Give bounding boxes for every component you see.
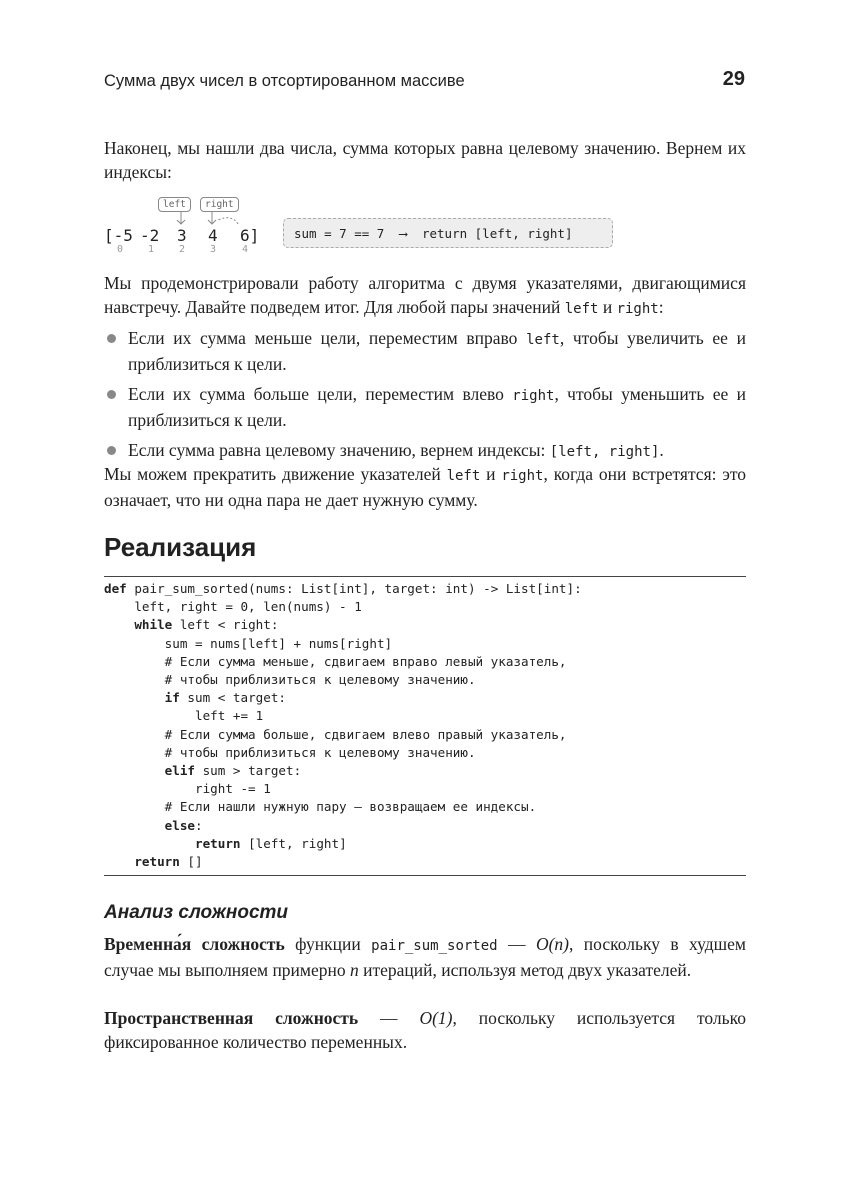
list-item bbox=[104, 326, 746, 376]
paragraph-time-complexity bbox=[104, 932, 746, 982]
text: — bbox=[358, 1008, 420, 1028]
text: и bbox=[598, 297, 617, 317]
code-text bbox=[104, 836, 195, 851]
array-element: 3 bbox=[177, 226, 187, 245]
inline-code: left bbox=[564, 301, 599, 317]
text: : bbox=[658, 297, 664, 317]
text: , поскольку в худшем случае мы выполняем примерно bbox=[104, 934, 746, 980]
array-index: 4 bbox=[242, 244, 249, 255]
code-text: sum = nums[left] + nums[right] bbox=[104, 635, 393, 651]
list-item bbox=[104, 438, 746, 464]
result-text: return [left, right] bbox=[421, 226, 573, 241]
code-line bbox=[104, 707, 746, 725]
arrow-icon: ⟶ bbox=[399, 226, 407, 241]
text: , чтобы уменьшить ее и приблизиться к цели. bbox=[128, 384, 746, 430]
paragraph-summary bbox=[104, 271, 746, 321]
code-keyword: elif bbox=[164, 763, 196, 779]
sum-result-box bbox=[283, 218, 613, 248]
bullet-list bbox=[104, 326, 746, 470]
text: — bbox=[497, 934, 536, 954]
array-index: 1 bbox=[148, 244, 155, 255]
code-text bbox=[104, 690, 165, 705]
code-text: : bbox=[195, 817, 203, 833]
code-line bbox=[104, 780, 746, 798]
paragraph-space-complexity bbox=[104, 1006, 746, 1054]
text: Мы можем прекратить движение указателей bbox=[104, 464, 447, 484]
inline-code: left bbox=[446, 468, 481, 484]
inline-code: pair_sum_sorted bbox=[371, 938, 498, 954]
term: Пространственная сложность bbox=[104, 1008, 359, 1028]
code-text: right -= 1 bbox=[104, 781, 271, 797]
code-line bbox=[104, 653, 746, 671]
pointer-left-label: left bbox=[158, 197, 191, 212]
paragraph-intro: Наконец, мы нашли два числа, сумма которых равна целевому значению. Вернем их индексы: bbox=[104, 138, 746, 182]
array-index: 2 bbox=[179, 244, 186, 255]
code-text: # Если сумма больше, сдвигаем влево правый указатель, bbox=[104, 726, 567, 742]
array-index: 0 bbox=[117, 244, 124, 255]
inline-code: [left, right] bbox=[549, 444, 660, 460]
text: Мы продемонстрировали работу алгоритма с двумя указателями, двигающимися навстречу. Давайте подведем итог. Для любой пары значений bbox=[104, 273, 746, 317]
code-line bbox=[104, 635, 746, 653]
code-line bbox=[104, 671, 746, 689]
inline-code: left bbox=[526, 332, 560, 348]
code-line bbox=[104, 853, 746, 871]
code-line bbox=[104, 689, 746, 707]
array-index: 3 bbox=[210, 244, 217, 255]
code-text: # чтобы приблизиться к целевому значению. bbox=[104, 744, 476, 760]
code-text: [] bbox=[179, 854, 203, 870]
code-keyword: while bbox=[134, 617, 173, 633]
text: , чтобы увеличить ее и приблизиться к цели. bbox=[128, 328, 746, 374]
text: Если их сумма меньше цели, переместим вправо bbox=[128, 328, 527, 348]
code-block bbox=[104, 576, 746, 876]
list-item bbox=[104, 382, 746, 432]
code-line bbox=[104, 726, 746, 744]
code-line bbox=[104, 798, 746, 816]
big-o: O(n) bbox=[535, 934, 569, 954]
text: функции bbox=[284, 934, 372, 954]
code-text: # Если нашли нужную пару — возвращаем ее индексы. bbox=[104, 799, 537, 815]
code-line bbox=[104, 598, 746, 616]
sum-text: sum = 7 == 7 bbox=[294, 226, 385, 241]
array-element: 6] bbox=[240, 226, 260, 245]
running-title: Сумма двух чисел в отсортированном массиве bbox=[104, 72, 465, 90]
text: , когда они встретятся: это означает, что ни одна пара не дает нужную сумму. bbox=[104, 464, 746, 510]
inline-code: right bbox=[512, 388, 555, 404]
code-line bbox=[104, 817, 746, 835]
term: Временна́я сложность bbox=[104, 934, 285, 954]
code-text: # чтобы приблизиться к целевому значению. bbox=[104, 672, 476, 688]
code-text bbox=[104, 854, 134, 869]
inline-code: right bbox=[501, 468, 544, 484]
code-text bbox=[104, 818, 165, 833]
page-number: 29 bbox=[722, 68, 745, 90]
code-line bbox=[104, 616, 746, 634]
code-keyword: def bbox=[104, 581, 127, 596]
text: Если сумма равна целевому значению, вернем индексы: bbox=[128, 440, 550, 460]
subsection-heading: Анализ сложности bbox=[104, 902, 289, 923]
code-line bbox=[104, 835, 746, 853]
code-line bbox=[104, 580, 746, 598]
code-text: left < right: bbox=[172, 617, 279, 633]
code-text: pair_sum_sorted(nums: List[int], target: int) -> List[int]: bbox=[126, 581, 582, 596]
paragraph-stop bbox=[104, 462, 746, 512]
code-line bbox=[104, 744, 746, 762]
text: Если их сумма больше цели, переместим влево bbox=[128, 384, 513, 404]
code-text: left += 1 bbox=[104, 708, 264, 724]
code-text: [left, right] bbox=[240, 835, 347, 851]
big-o: O(1) bbox=[419, 1008, 453, 1028]
code-keyword: if bbox=[164, 690, 180, 706]
code-line bbox=[104, 762, 746, 780]
code-text bbox=[104, 763, 165, 778]
text: , поскольку используется только фиксированное количество переменных. bbox=[104, 1008, 746, 1052]
code-text: sum > target: bbox=[195, 763, 302, 779]
array-element: -2 bbox=[140, 226, 160, 245]
section-heading: Реализация bbox=[104, 532, 257, 562]
code-text bbox=[104, 617, 134, 632]
array-element: 4 bbox=[208, 226, 218, 245]
variable: n bbox=[350, 960, 359, 980]
code-text: # Если сумма меньше, сдвигаем вправо левый указатель, bbox=[104, 653, 567, 669]
code-text: sum < target: bbox=[179, 690, 286, 706]
code-text: left, right = 0, len(nums) - 1 bbox=[104, 599, 362, 615]
text: . bbox=[659, 440, 664, 460]
array-element: [-5 bbox=[104, 226, 133, 245]
pointer-right-label: right bbox=[200, 197, 239, 212]
inline-code: right bbox=[616, 301, 659, 317]
text: и bbox=[480, 464, 502, 484]
code-keyword: return bbox=[195, 835, 241, 851]
code-keyword: return bbox=[134, 854, 180, 870]
code-keyword: else bbox=[164, 817, 196, 833]
text: итераций, используя метод двух указателей. bbox=[358, 960, 692, 980]
